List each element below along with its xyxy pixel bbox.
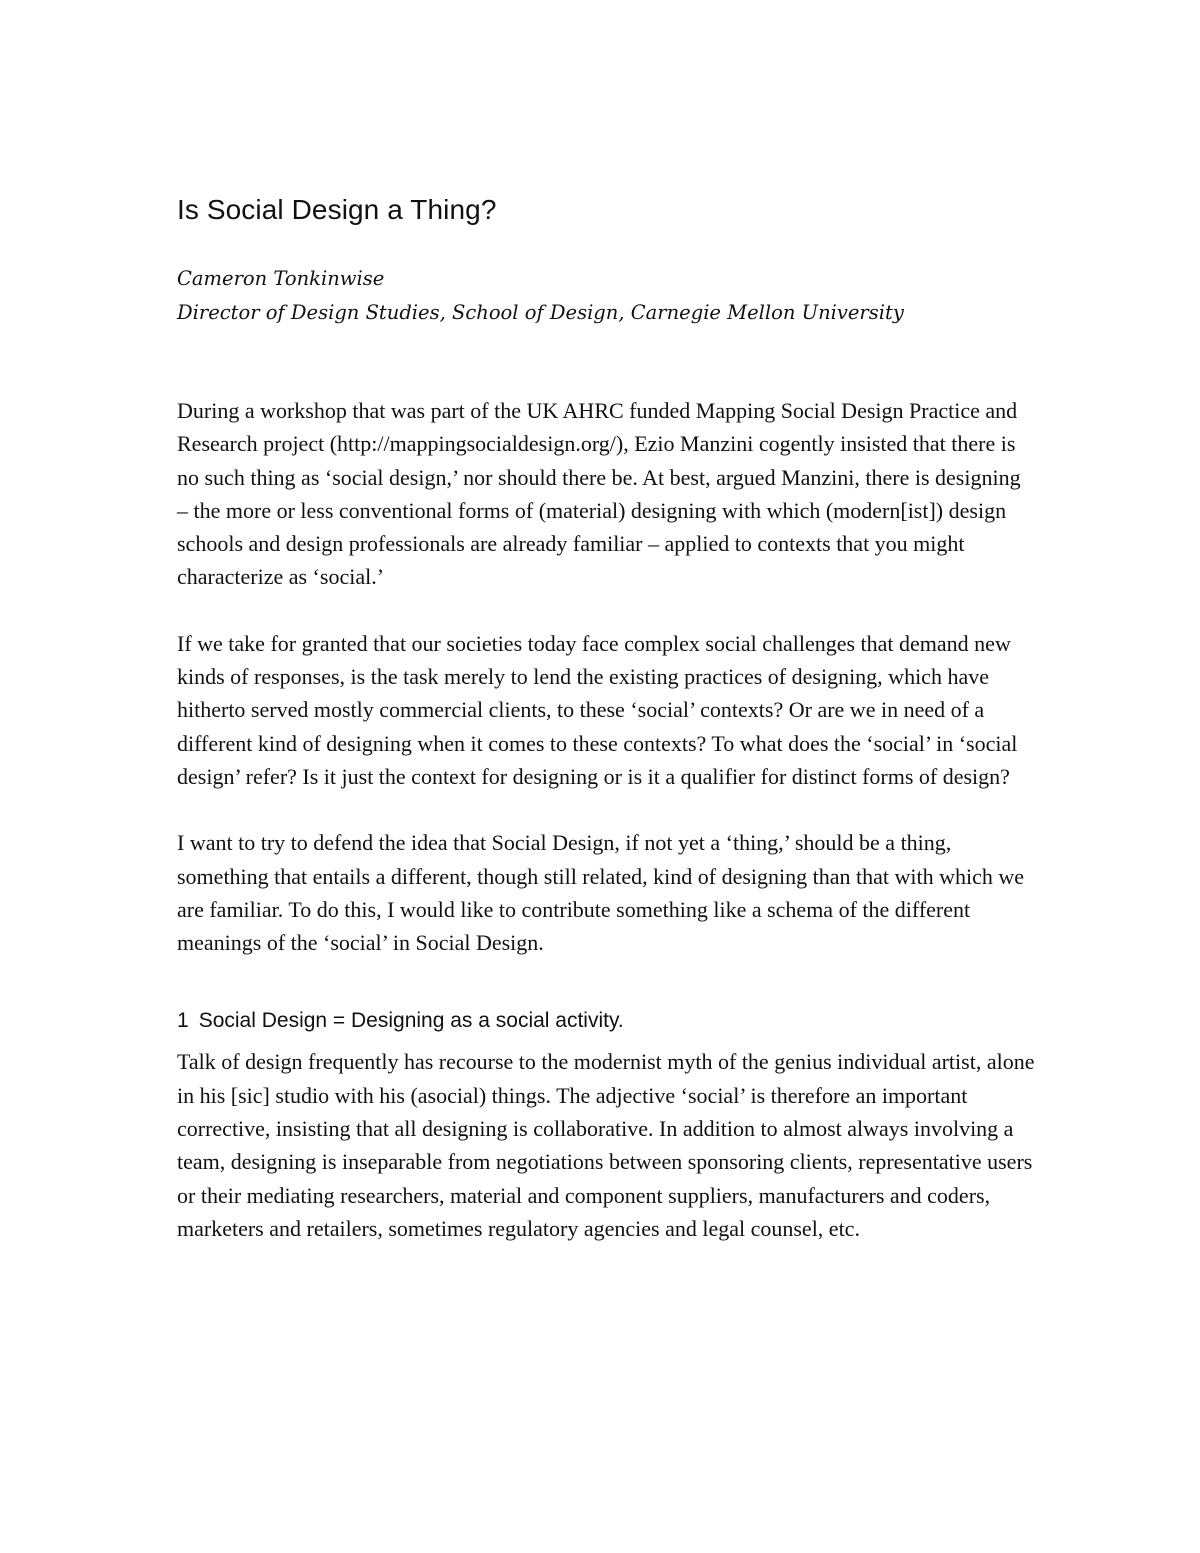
paragraph-thesis: I want to try to defend the idea that Social Design, if not yet a ‘thing,’ should be a thing, something that entails a different, though still related, kind of designing than that with which we are familiar. To do this, I would like to contribute something like a schema of the different meanings of the ‘social’ in Social Design. (177, 830, 1025, 956)
paragraph-question: If we take for granted that our societies today face complex social challenges that demand new kinds of responses, is the task merely to lend the existing practices of designing, which have hitherto served mostly commercial clients, to these ‘social’ contexts? Or are we in need of a different kind of designing when it comes to these contexts? To what does the ‘social’ in ‘social design’ refer? Is it just the context for designing or is it a qualifier for distinct forms of design? (177, 630, 1018, 789)
document-content (177, 192, 1037, 1245)
author-name: Cameron Tonkinwise (177, 267, 385, 290)
section-heading-text: Social Design = Designing as a social activity. (198, 1009, 624, 1033)
author-affiliation: Director of Design Studies, School of Design, Carnegie Mellon University (177, 301, 904, 324)
paragraph-intro: During a workshop that was part of the UK AHRC funded Mapping Social Design Practice and Research project (http://mappingsocialdesign.org/), Ezio Manzini cogently insisted that there is no such thing as ‘social design,’ nor should there be. At best, argued Manzini, there is designing – the more or less conventional forms of (material) designing with which (modern[ist]) design schools and design professionals are already familiar – applied to contexts that you might characterize as ‘social.’ (177, 398, 1021, 590)
section-heading (177, 1005, 1037, 1037)
paragraph-section-1: Talk of design frequently has recourse to the modernist myth of the genius individual artist, alone in his [sic] studio with his (asocial) things. The adjective ‘social’ is therefore an important corrective, insisting that all designing is collaborative. In addition to almost always involving a team, designing is inseparable from negotiations between sponsoring clients, representative users or their mediating researchers, material and component suppliers, manufacturers and coders, marketers and retailers, sometimes regulatory agencies and legal counsel, etc. (177, 1049, 1035, 1241)
section-number: 1 (177, 1009, 189, 1033)
author-block (177, 262, 1037, 330)
document-title: Is Social Design a Thing? (177, 194, 497, 225)
